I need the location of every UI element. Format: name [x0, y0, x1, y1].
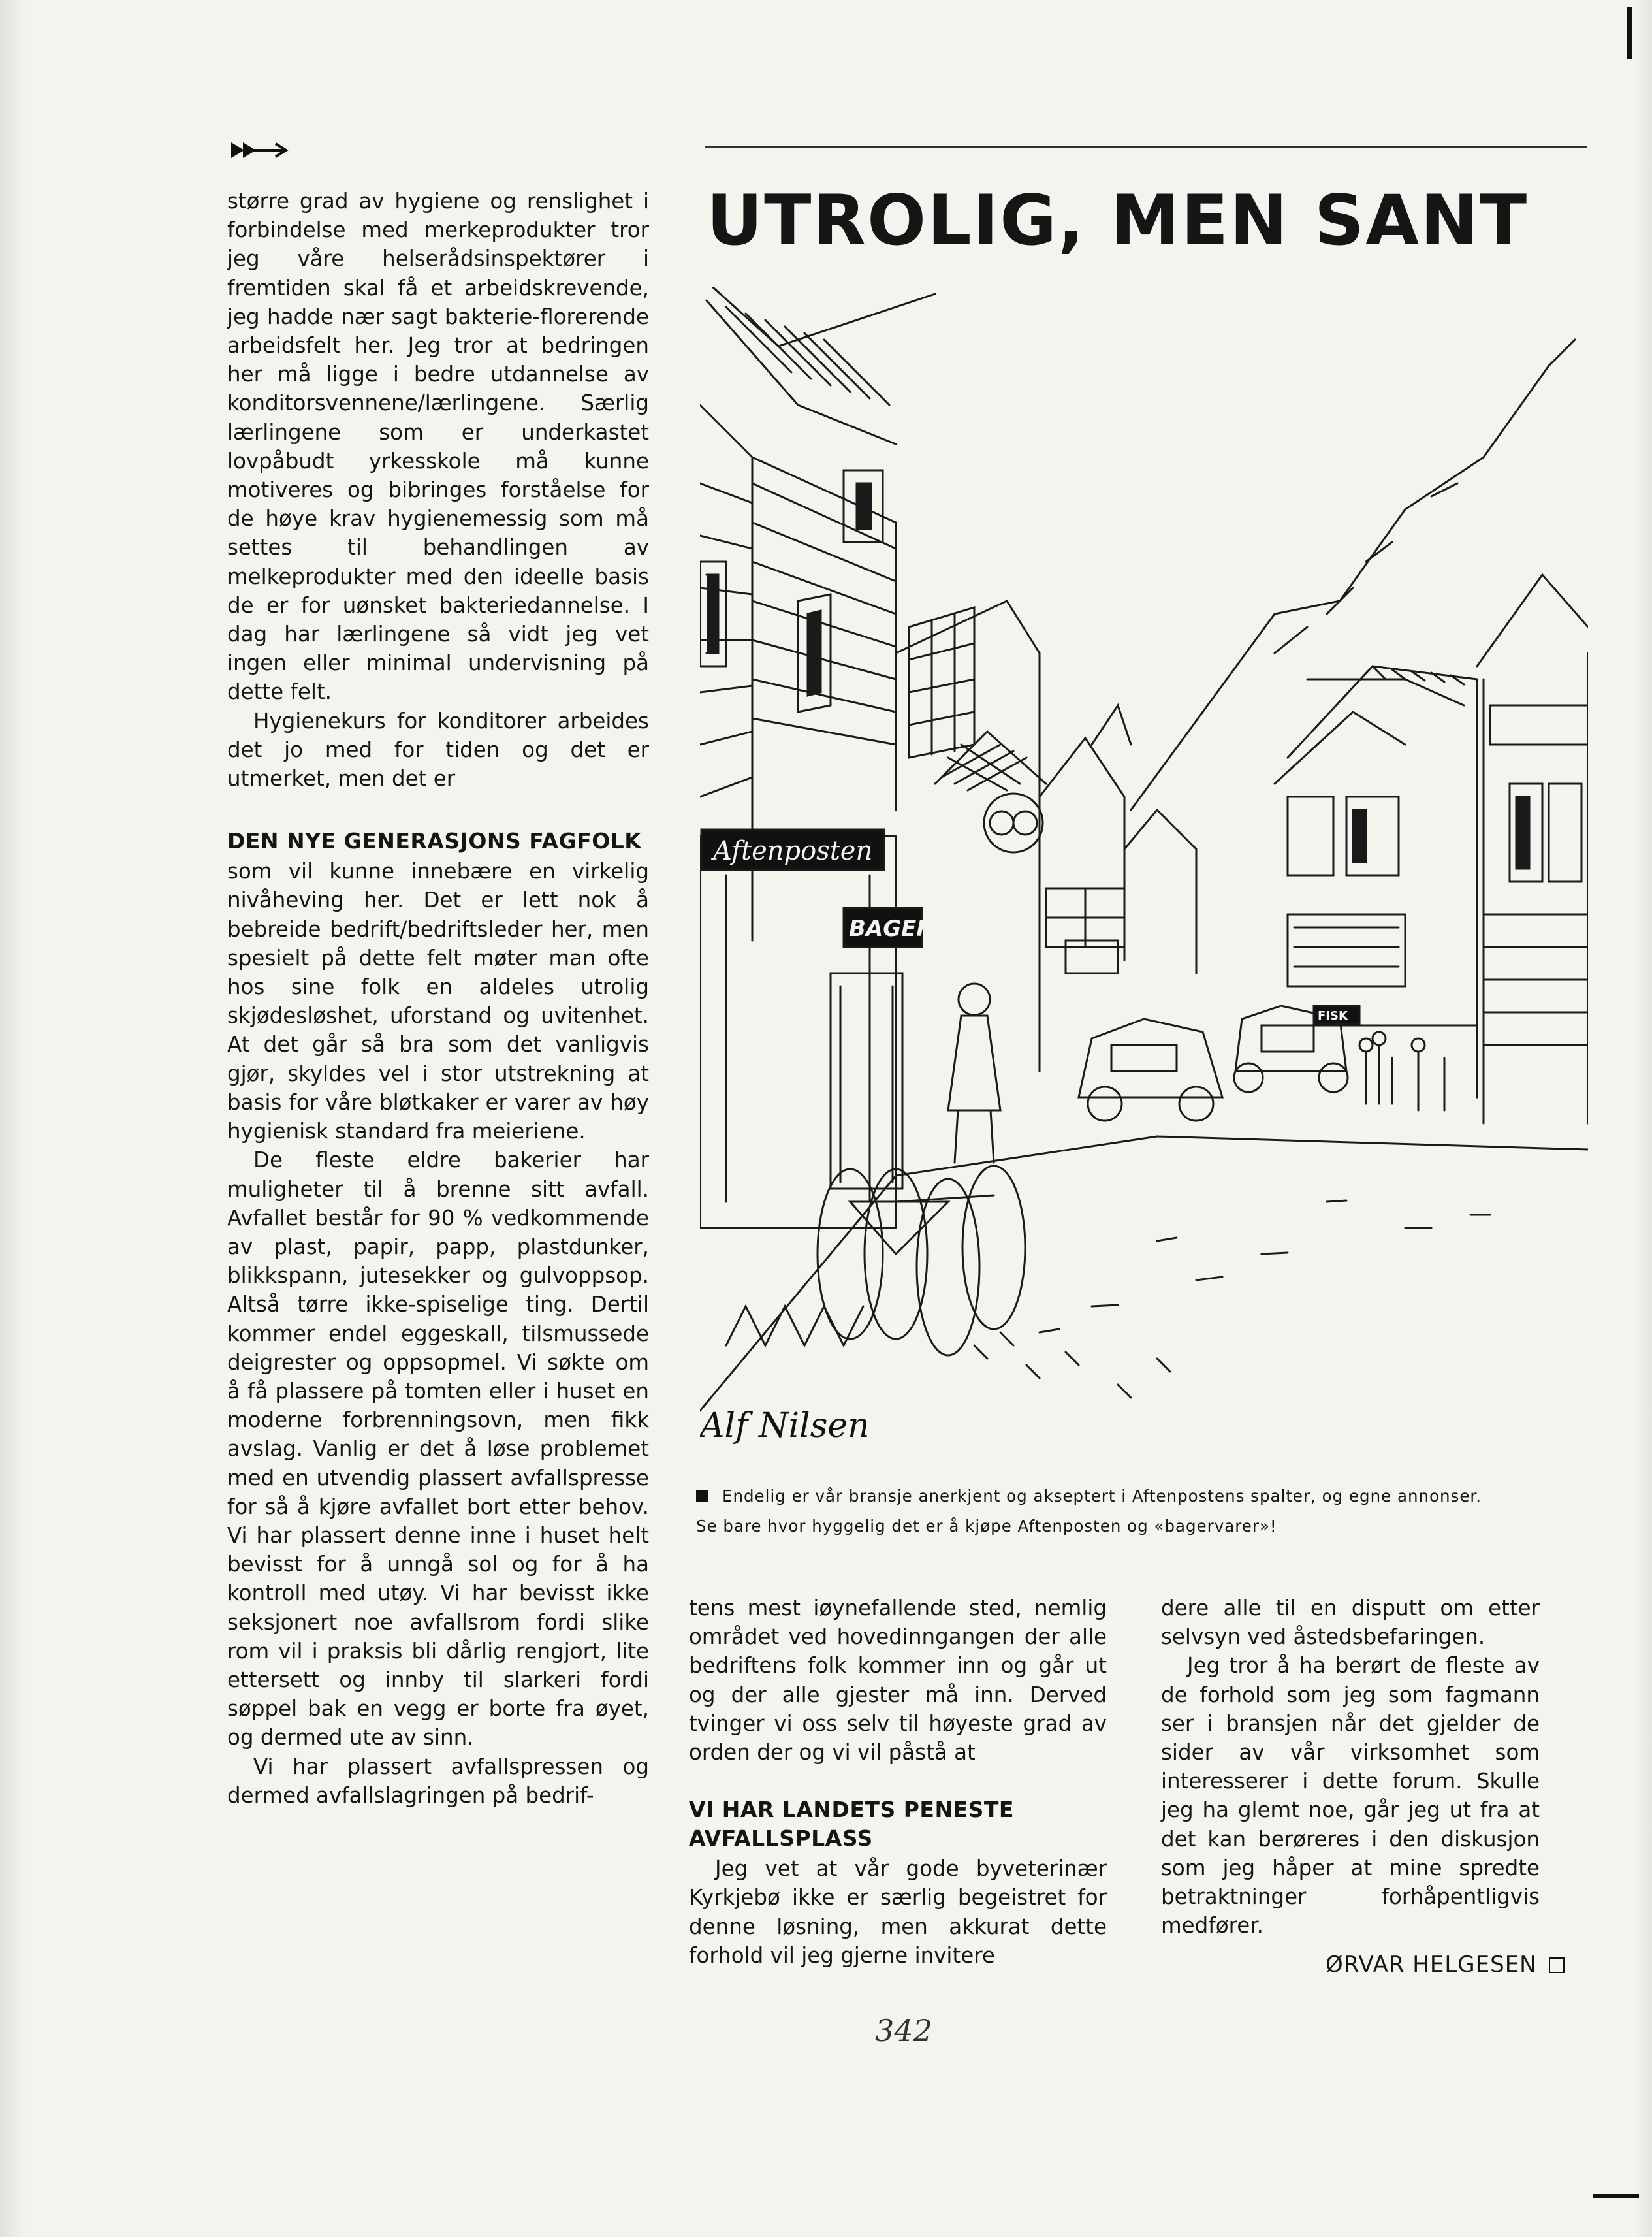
subheading: DEN NYE GENERASJONS FAGFOLK: [227, 828, 642, 854]
article-column-1: [227, 187, 649, 1810]
paragraph: Vi har plassert avfallspressen og dermed avfallslagringen på bedrif-: [227, 1754, 649, 1808]
caption-line-2: Se bare hvor hyggelig det er å kjøpe Aftenposten og «bagervarer»!: [696, 1517, 1277, 1536]
illustration-caption: [696, 1481, 1597, 1541]
sketch-sign-bageri: BAGERI: [849, 916, 942, 942]
headline-rule: [705, 146, 1587, 148]
sketch-sign-fisk: FISK: [1318, 1009, 1348, 1023]
article-column-3: [1161, 1594, 1540, 1940]
scan-mark-bottom: [1593, 2194, 1639, 2198]
scan-mark-top: [1627, 7, 1632, 59]
paragraph: tens mest iøynefallende sted, nemlig området ved hovedinngangen der alle bedriftens folk kommer inn og går ut og der alle gjester må inn. Derved tvinger vi oss selv til høyeste grad av orden der og vi vil påstå at: [689, 1596, 1107, 1765]
paragraph: Jeg tror å ha berørt de fleste av de forhold som jeg som fagmann ser i bransjen når det gjelder de sider av vår virksomhet som interesserer i dette forum. Skulle jeg ha glemt noe, går jeg ut fra at det kan berøreres i den diskusjon som jeg håper at mine spredte betraktninger forhåpentligvis medfører.: [1161, 1653, 1540, 1939]
paragraph: som vil kunne innebære en virkelig nivåheving her. Det er lett nok å bebreide bedrift/bedriftsleder her, men spesielt på dette felt møter man ofte hos sine folk en aldeles utrolig skjødesløshet, uforstand og uvitenhet. At det går så bra som det vanligvis gjør, skyldes vel i stor utstrekning at basis for våre bløtkaker er varer av høy hygienisk standard fra meieriene.: [227, 859, 649, 1144]
scan-edge-right: [1634, 0, 1652, 2237]
sketch-sign-aftenposten: Aftenposten: [713, 836, 873, 866]
paragraph: større grad av hygiene og renslighet i forbindelse med merkeprodukter tror jeg våre helserådsinspektører i fremtiden skal få et arbeidskrevende, jeg hadde nær sagt bakterie-florerende arbeidsfelt her. Jeg tror at bedringen her må ligge i bedre utdannelse av konditorsvennene/lærlingene. Særlig lærlingene som er underkastet lovpåbudt yrkesskole må kunne motiveres og bibringes forståelse for de høye krav hygienemessig som må settes til behandlingen av melkeprodukter med den ideelle basis de er for uønsket bakteriedannelse. I dag har lærlingene så vidt jeg vet ingen eller minimal undervisning på dette felt.: [227, 189, 649, 705]
street-sketch-illustration: [700, 287, 1588, 1463]
end-mark-icon: [1549, 1957, 1565, 1973]
headline: UTROLIG, MEN SANT: [707, 180, 1529, 261]
paragraph: Hygienekurs for konditorer arbeides det jo med for tiden og det er utmerket, men det er: [227, 708, 649, 792]
scan-edge-left: [0, 0, 26, 2237]
paragraph: De fleste eldre bakerier har muligheter til å brenne sitt avfall. Avfallet består for 90 % vedkommende av plast, papir, papp, plastdunker, blikkspann, jutesekker og gulvoppsop. Altså tørre ikke-spiselige ting. Dertil kommer endel eggeskall, tilsmussede deigrester og oppsopmel. Vi søkte om å få plassere på tomten eller i huset en moderne forbrenningsovn, men fikk avslag. Vanlig er det å løse problemet med en utvendig plassert avfallspresse for så å kjøre avfallet bort etter behov. Vi har plassert denne inne i huset helt bevisst for å unngå sol og for å ha kontroll med utøy. Vi har bevisst ikke seksjonert noe avfallsrom fordi slike rom vil i praksis bli dårlig rengjort, lite ettersett og innby til slarkeri fordi søppel bak en vegg er borte fra øyet, og dermed ute av sinn.: [227, 1148, 649, 1750]
page-number: 342: [875, 2013, 932, 2048]
caption-line-1: Endelig er vår bransje anerkjent og akseptert i Aftenpostens spalter, og egne annonser.: [722, 1487, 1482, 1505]
continuation-arrow-icon: [230, 137, 289, 163]
artist-signature: Alf Nilsen: [700, 1406, 870, 1445]
article-column-2: [689, 1594, 1107, 1970]
subheading: VI HAR LANDETS PENESTE AVFALLSPLASS: [689, 1797, 1014, 1852]
author-signature: [1326, 1952, 1565, 1978]
caption-bullet-icon: [696, 1490, 708, 1502]
paragraph: Jeg vet at vår gode byveterinær Kyrkjebø ikke er særlig begeistret for denne løsning, men akkurat dette forhold vil jeg gjerne invitere: [689, 1856, 1107, 1968]
author-name: ØRVAR HELGESEN: [1326, 1952, 1537, 1978]
paragraph: dere alle til en disputt om etter selvsyn ved åstedsbefaringen.: [1161, 1596, 1540, 1650]
